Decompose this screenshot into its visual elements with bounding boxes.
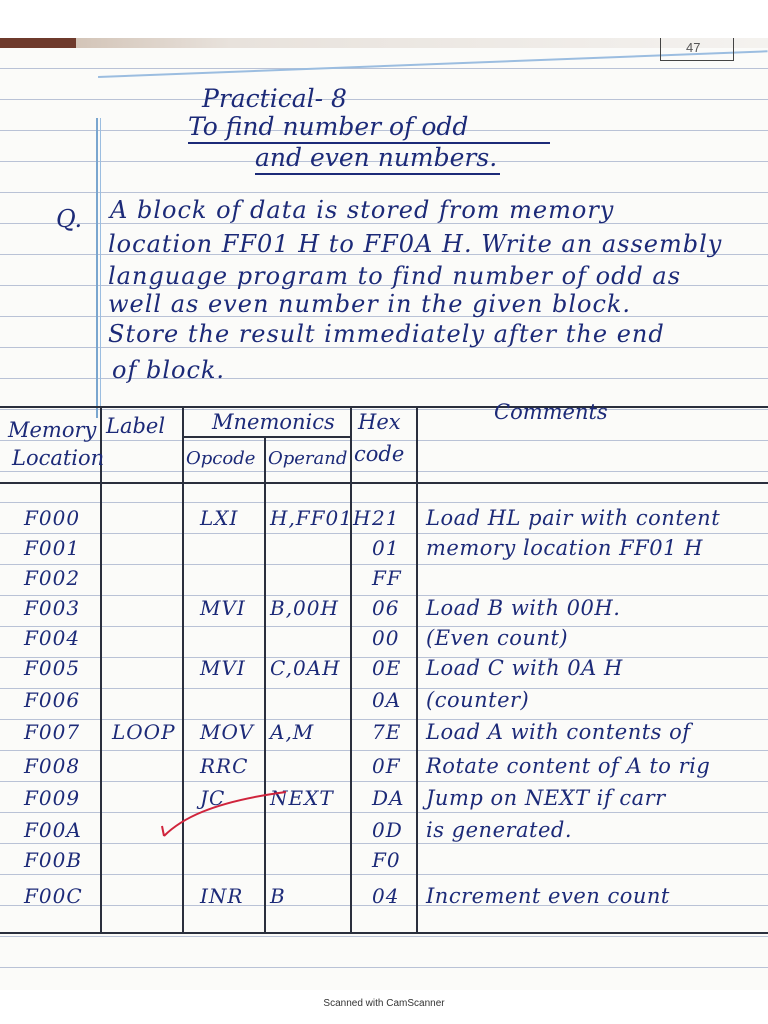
cell-operand: B: [270, 884, 286, 908]
cell-operand: C,0AH: [270, 656, 341, 680]
header-code: code: [354, 442, 405, 466]
margin-line-inner: [100, 118, 101, 418]
col-divider-operand: [350, 406, 352, 932]
cell-comment: (counter): [426, 688, 530, 712]
col-divider-location: [100, 406, 102, 932]
header-operand: Operand: [268, 448, 348, 469]
header-hex: Hex: [358, 410, 401, 434]
cell-hex: 04: [372, 884, 400, 908]
cell-opcode: MVI: [200, 596, 246, 620]
cell-hex: 0E: [372, 656, 402, 680]
cell-hex: 0A: [372, 688, 402, 712]
cell-comment: memory location FF01 H: [426, 536, 703, 560]
page-top-edge: [0, 38, 768, 48]
question-line-6: of block.: [112, 356, 226, 384]
cell-comment: Rotate content of A to rig: [426, 754, 711, 778]
margin-line: [96, 118, 98, 418]
cell-location: F004: [24, 626, 81, 650]
cell-location: F003: [24, 596, 81, 620]
cell-hex: 0D: [372, 818, 403, 842]
cell-comment: Jump on NEXT if carr: [426, 786, 666, 810]
cell-opcode: JC: [200, 786, 226, 810]
cell-hex: 7E: [372, 720, 402, 744]
cell-operand: A,M: [270, 720, 315, 744]
mnemonics-sub-rule: [182, 436, 350, 438]
cell-hex: F0: [372, 848, 401, 872]
table-top-rule: [0, 406, 768, 408]
cell-location: F001: [24, 536, 81, 560]
cell-opcode: MVI: [200, 656, 246, 680]
cell-comment: Load A with contents of: [426, 720, 691, 744]
col-divider-hex: [416, 406, 418, 932]
cell-comment: is generated.: [426, 818, 573, 842]
cell-location: F006: [24, 688, 81, 712]
red-check-mark: [160, 790, 290, 840]
cell-location: F00A: [24, 818, 82, 842]
cell-location: F008: [24, 754, 81, 778]
cell-location: F000: [24, 506, 81, 530]
cell-opcode: LXI: [200, 506, 239, 530]
cell-hex: DA: [372, 786, 405, 810]
header-opcode: Opcode: [186, 448, 256, 469]
header-memory: Memory: [8, 418, 97, 442]
question-line-4: well as even number in the given block.: [108, 290, 632, 318]
cell-comment: (Even count): [426, 626, 569, 650]
header-location: Location: [12, 446, 105, 470]
cell-opcode: RRC: [200, 754, 249, 778]
header-label: Label: [106, 414, 166, 438]
cell-location: F009: [24, 786, 81, 810]
question-label: Q.: [56, 205, 83, 233]
cell-location: F007: [24, 720, 81, 744]
question-line-5: Store the result immediately after the end: [108, 320, 665, 348]
col-divider-label: [182, 406, 184, 932]
title-line-2: To find number of odd: [188, 112, 550, 144]
binding-tape: [0, 38, 76, 48]
cell-operand: NEXT: [270, 786, 334, 810]
header-mnemonics: Mnemonics: [212, 410, 335, 434]
cell-opcode: MOV: [200, 720, 254, 744]
question-line-2: location FF01 H to FF0A H. Write an assembly: [108, 230, 723, 258]
question-line-3: language program to find number of odd as: [108, 262, 682, 290]
cell-operand: H,FF01H: [270, 506, 372, 530]
cell-hex: 0F: [372, 754, 401, 778]
table-bottom-rule: [0, 932, 768, 934]
cell-opcode: INR: [200, 884, 244, 908]
cell-location: F00C: [24, 884, 83, 908]
cell-location: F002: [24, 566, 81, 590]
cell-comment: Load C with 0A H: [426, 656, 623, 680]
cell-comment: Load B with 00H.: [426, 596, 621, 620]
col-divider-opcode: [264, 436, 266, 932]
cell-hex: 06: [372, 596, 400, 620]
cell-location: F00B: [24, 848, 83, 872]
page-number: 47: [686, 40, 701, 55]
cell-operand: B,00H: [270, 596, 339, 620]
cell-hex: 21: [372, 506, 400, 530]
practical-title: Practical- 8: [202, 84, 347, 113]
header-comments: Comments: [494, 400, 608, 424]
cell-location: F005: [24, 656, 81, 680]
cell-label: LOOP: [112, 720, 176, 744]
cell-comment: Load HL pair with content: [426, 506, 721, 530]
cell-hex: 00: [372, 626, 400, 650]
table-header-rule: [0, 482, 768, 484]
scanner-footer: Scanned with CamScanner: [323, 998, 445, 1009]
cell-hex: 01: [372, 536, 400, 560]
cell-hex: FF: [372, 566, 402, 590]
cell-comment: Increment even count: [426, 884, 670, 908]
title-line-3: and even numbers.: [255, 143, 500, 175]
question-line-1: A block of data is stored from memory: [110, 196, 615, 224]
